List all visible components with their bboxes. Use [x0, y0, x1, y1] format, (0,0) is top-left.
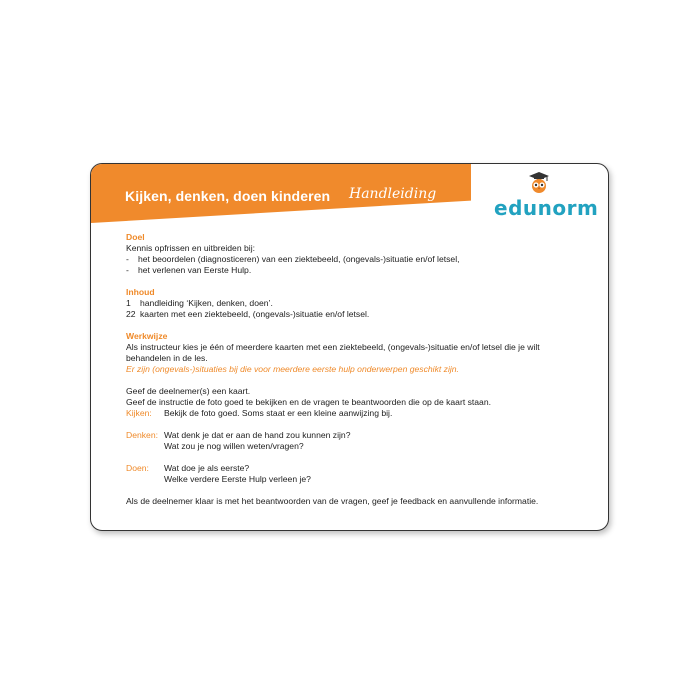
werkwijze-p1: Geef de deelnemer(s) een kaart. [126, 386, 251, 396]
doen-q2: Welke verdere Eerste Hulp verleen je? [164, 474, 311, 484]
kijken-label: Kijken: [126, 408, 152, 418]
section-heading-doel: Doel [126, 232, 145, 242]
list-item: 22 kaarten met een ziektebeeld, (ongevals-)situatie en/of letsel. [126, 309, 370, 319]
kijken-text: Bekijk de foto goed. Soms staat er een kleine aanwijzing bij. [164, 408, 393, 418]
doen-label: Doen: [126, 463, 149, 473]
instruction-card [90, 163, 609, 531]
closing-text: Als de deelnemer klaar is met het beantwoorden van de vragen, geef je feedback en aanvullende informatie. [126, 496, 539, 506]
list-item: - het beoordelen (diagnosticeren) van een ziektebeeld, (ongevals-)situatie en/of letsel, [126, 254, 460, 264]
edunorm-logo [494, 172, 599, 220]
card-title: Kijken, denken, doen kinderen [125, 188, 331, 204]
section-heading-inhoud: Inhoud [126, 287, 155, 297]
logo-text: edunorm [494, 196, 599, 220]
list-item: - het verlenen van Eerste Hulp. [126, 265, 252, 275]
section-heading-werkwijze: Werkwijze [126, 331, 168, 341]
card-subtitle: Handleiding [349, 186, 437, 202]
doen-q1: Wat doe je als eerste? [164, 463, 250, 473]
denken-q1: Wat denk je dat er aan de hand zou kunnen zijn? [164, 430, 351, 440]
kijken-row [126, 408, 596, 419]
doen-row [126, 463, 596, 474]
card-content [126, 232, 596, 507]
werkwijze-line2: behandelen in de les. [126, 353, 208, 363]
denken-q2: Wat zou je nog willen weten/vragen? [164, 441, 304, 451]
werkwijze-note: Er zijn (ongevals-)situaties bij die voor meerdere eerste hulp onderwerpen geschikt zijn. [126, 364, 459, 374]
list-item: 1 handleiding ‘Kijken, denken, doen’. [126, 298, 273, 308]
denken-label: Denken: [126, 430, 159, 440]
werkwijze-line1: Als instructeur kies je één of meerdere kaarten met een ziektebeeld, (ongevals-)situatie en/of letsel die je wilt [126, 342, 540, 352]
doel-intro: Kennis opfrissen en uitbreiden bij: [126, 243, 255, 253]
denken-row [126, 430, 596, 441]
werkwijze-p2: Geef de instructie de foto goed te bekijken en de vragen te beantwoorden die op de kaart staan. [126, 397, 492, 407]
owl-graduation-cap-icon [528, 172, 550, 194]
